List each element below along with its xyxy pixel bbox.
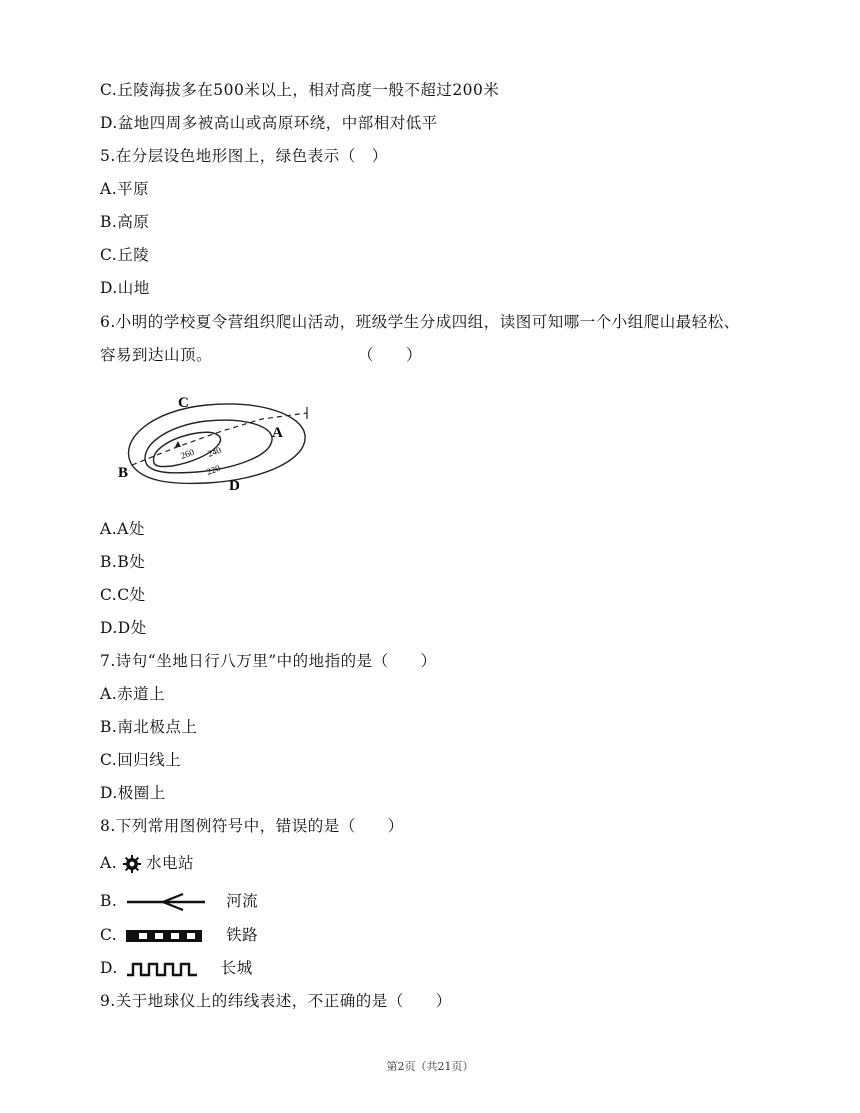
option-b: B.B处 [100, 553, 146, 571]
label-d: D [229, 478, 240, 494]
contour-label-240: 240 [206, 444, 223, 459]
question-6: 6.小明的学校夏令营组织爬山活动，班级学生分成四组，读图可知哪一个小组爬山最轻松、 [100, 313, 740, 331]
legend-label: 铁路 [226, 926, 259, 944]
great-wall-symbol-icon [125, 961, 201, 977]
option-d: D.山地 [100, 279, 150, 297]
option-b: B.高原 [100, 213, 150, 231]
option-c [100, 925, 258, 945]
question-9: 9.关于地球仪上的纬线表述，不正确的是（ ） [100, 992, 452, 1010]
question-6-cont: 容易到达山顶。 [100, 346, 213, 364]
option-c: C.回归线上 [100, 751, 182, 769]
hydropower-icon [123, 855, 141, 873]
option-a: A.平原 [100, 180, 150, 198]
option-b: B.南北极点上 [100, 718, 198, 736]
contour-map [112, 385, 327, 500]
option-line: C.丘陵海拔多在500米以上，相对高度一般不超过200米 [100, 81, 500, 99]
option-a: A.赤道上 [100, 685, 166, 703]
option-prefix: A. [100, 854, 118, 872]
option-line: D.盆地四周多被高山或高原环绕，中部相对低平 [100, 114, 438, 132]
option-d: D.D处 [100, 619, 147, 637]
contour-label-220: 220 [205, 462, 222, 477]
river-symbol-icon [125, 893, 207, 911]
label-b: B [118, 465, 129, 481]
option-prefix: D. [100, 959, 118, 977]
option-prefix: C. [100, 926, 118, 944]
question-5: 5.在分层设色地形图上，绿色表示（ ） [100, 147, 388, 165]
legend-label: 水电站 [146, 854, 195, 872]
label-a: A [272, 425, 283, 441]
option-prefix: B. [100, 892, 118, 910]
option-a: A.A处 [100, 520, 145, 538]
legend-label: 长城 [220, 959, 253, 977]
contour-240 [145, 420, 272, 473]
contour-label-260: 260 [179, 446, 196, 461]
option-d [100, 958, 253, 978]
option-d: D.极圈上 [100, 784, 166, 802]
option-c: C.丘陵 [100, 246, 150, 264]
option-a [100, 853, 194, 873]
question-8: 8.下列常用图例符号中，错误的是（ ） [100, 817, 404, 835]
page-footer: 第2页（共21页） [386, 1060, 474, 1073]
answer-paren: （ ） [358, 346, 423, 364]
option-c: C.C处 [100, 586, 146, 604]
railway-symbol-icon [125, 929, 203, 943]
legend-label: 河流 [226, 892, 259, 910]
summit-triangle [175, 441, 181, 447]
option-b [100, 891, 258, 911]
question-7: 7.诗句“坐地日行八万里”中的地指的是（ ） [100, 652, 437, 670]
label-c: C [178, 395, 189, 411]
